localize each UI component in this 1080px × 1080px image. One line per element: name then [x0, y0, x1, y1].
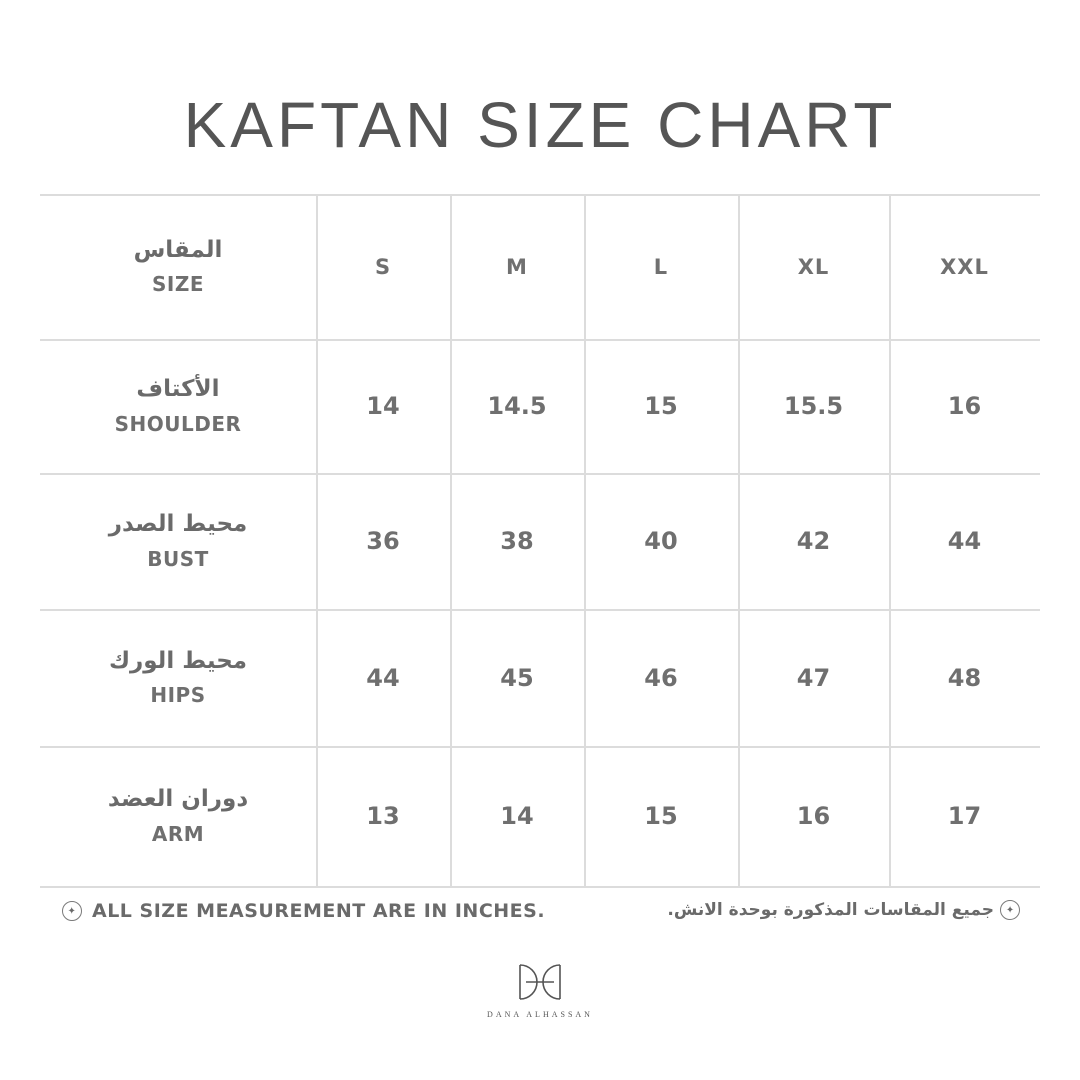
measurement-value: 38 [500, 527, 534, 555]
row-label-english: SHOULDER [114, 411, 242, 436]
row-label-cell [40, 746, 316, 886]
row-label-arabic: الأكتاف [136, 376, 220, 403]
measurement-value: 13 [366, 802, 400, 830]
measurement-cell [738, 746, 889, 886]
measurement-cell [316, 609, 450, 746]
size-header: XL [797, 254, 830, 279]
measurement-cell [738, 339, 889, 473]
note-english [62, 900, 545, 922]
measurement-cell [584, 339, 738, 473]
measurement-value: 14 [366, 392, 400, 420]
note-arabic [667, 900, 1020, 920]
measurement-value: 44 [366, 663, 400, 692]
measurement-value: 14 [500, 802, 534, 830]
row-label-english: ARM [151, 821, 205, 846]
size-header: S [374, 254, 392, 279]
measurement-value: 14.5 [487, 392, 547, 420]
measurement-cell [584, 609, 738, 746]
size-header: M [506, 254, 528, 279]
measurement-value: 36 [366, 527, 400, 555]
measurement-cell [584, 473, 738, 609]
row-label-english: BUST [147, 546, 209, 571]
measurement-value: 45 [500, 663, 534, 692]
row-label-english: HIPS [150, 683, 206, 708]
measurement-cell [450, 609, 584, 746]
star-icon: ✦ [1000, 900, 1020, 920]
measurement-value: 15.5 [783, 392, 844, 420]
note-english-text: ALL SIZE MEASUREMENT ARE IN INCHES. [92, 900, 546, 922]
brand-name: DANA ALHASSAN [487, 1010, 593, 1019]
header-label-english: SIZE [151, 272, 204, 297]
row-label-arabic: محيط الصدر [108, 511, 248, 538]
brand-logo [487, 962, 593, 1032]
size-header-cell [738, 194, 889, 339]
row-label-cell [40, 609, 316, 746]
measurement-cell [889, 609, 1040, 746]
size-header-cell [584, 194, 738, 339]
measurement-cell [889, 746, 1040, 886]
measurement-value: 47 [796, 663, 831, 692]
measurement-cell [316, 339, 450, 473]
measurement-cell [584, 746, 738, 886]
measurement-value: 16 [796, 802, 831, 830]
measurement-cell [450, 746, 584, 886]
measurement-value: 15 [644, 802, 678, 830]
measurement-value: 44 [947, 527, 982, 555]
measurement-cell [738, 473, 889, 609]
header-label-arabic: المقاس [133, 236, 223, 263]
star-icon: ✦ [62, 901, 82, 921]
note-arabic-text: جميع المقاسات المذكورة بوحدة الانش. [667, 900, 994, 920]
measurement-cell [450, 473, 584, 609]
measurement-cell [738, 609, 889, 746]
measurement-value: 17 [947, 802, 982, 830]
size-header: L [653, 254, 669, 279]
measurement-value: 42 [796, 527, 831, 555]
measurement-cell [316, 746, 450, 886]
page-title: KAFTAN SIZE CHART [183, 89, 897, 161]
row-label-cell [40, 339, 316, 473]
size-header: XXL [940, 254, 989, 279]
row-divider [40, 886, 1040, 888]
measurement-value: 16 [947, 392, 982, 420]
dh-monogram-icon [512, 962, 568, 1002]
size-header-cell [316, 194, 450, 339]
measurement-cell [889, 473, 1040, 609]
measurement-value: 15 [644, 392, 678, 420]
row-label-cell [40, 473, 316, 609]
measurement-cell [889, 339, 1040, 473]
header-label-cell [40, 194, 316, 339]
measurement-value: 40 [644, 527, 678, 555]
measurement-cell [316, 473, 450, 609]
measurement-value: 46 [644, 663, 678, 692]
measurement-value: 48 [947, 663, 982, 692]
size-header-cell [450, 194, 584, 339]
measurement-cell [450, 339, 584, 473]
size-header-cell [889, 194, 1040, 339]
row-label-arabic: محيط الورك [108, 647, 248, 674]
row-label-arabic: دوران العضد [107, 786, 249, 813]
